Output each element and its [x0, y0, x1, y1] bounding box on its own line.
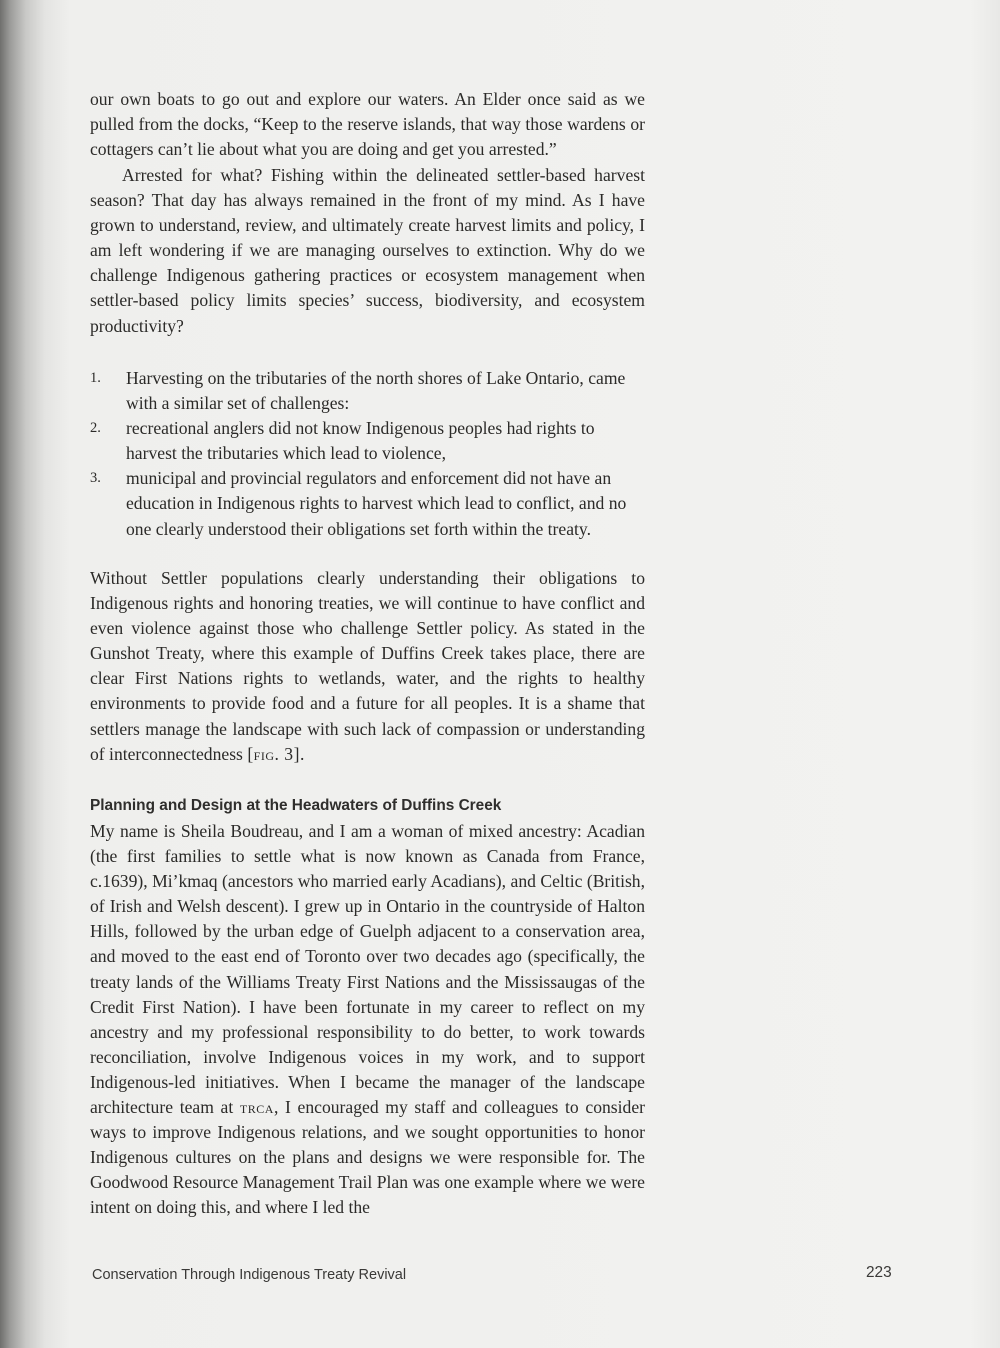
paragraph-text: .: [299, 743, 305, 764]
list-item-text: Harvesting on the tributaries of the north shores of Lake Ontario, came with a similar set of challenges:: [126, 368, 626, 414]
list-item-text: recreational anglers did not know Indigenous peoples had rights to harvest the tributaries which lead to violence,: [126, 418, 595, 464]
list-item-number: 1.: [90, 370, 101, 386]
paragraph-text: Without Settler populations clearly understanding their obligations to Indigenous rights and honoring treaties, we will continue to have conflict and even violence against those who challenge Settler policy. As stated in the Gunshot Treaty, where this example of Duffins Creek takes place, there are clear First Nations rights to wetlands, water, and the rights to healthy environments to provide food and a future for all peoples. It is a shame that settlers manage the landscape with such lack of compassion or understanding of interconnectedness: [90, 568, 645, 764]
figure-reference: [fig. 3]: [247, 743, 300, 764]
running-footer-title: Conservation Through Indigenous Treaty Revival: [92, 1267, 407, 1283]
list-item: [90, 466, 645, 541]
paragraph-text: , I encouraged my staff and colleagues to consider ways to improve Indigenous relations, and we sought opportunities to honor Indigenous cultures on the plans and designs we were responsible for. The Goodwood Resource Management Trail Plan was one example where we were intent on doing this, and where I led the: [90, 1097, 645, 1218]
trca-abbreviation: trca: [239, 1097, 274, 1118]
page-edge-shadow: [970, 0, 1000, 1348]
numbered-list: [90, 366, 645, 542]
paragraph-author-intro: [90, 819, 645, 1221]
page-number: 223: [866, 1264, 892, 1281]
list-item-text: municipal and provincial regulators and enforcement did not have an education in Indigenous rights to harvest which lead to conflict, and no one clearly understood their obligations set forth within the treaty.: [126, 468, 627, 539]
section-heading: Planning and Design at the Headwaters of Duffins Creek: [90, 797, 502, 814]
list-item: [90, 416, 645, 466]
paragraph-without-settler: [90, 566, 645, 767]
list-item-number: 3.: [90, 470, 101, 487]
paragraph-intro-continuation: our own boats to go out and explore our waters. An Elder once said as we pulled from the docks, “Keep to the reserve islands, that way those wardens or cottagers can’t lie about what you are doing and get you arrested.”: [90, 89, 645, 160]
list-item-number: 2.: [90, 420, 101, 437]
paragraph-arrested: Arrested for what? Fishing within the delineated settler-based harvest season? That day has always remained in the front of my mind. As I have grown to understand, review, and ultimately create harvest limits and policy, I am left wondering if we are managing ourselves to extinction. Why do we challenge Indigenous gathering practices or ecosystem management when settler-based policy limits species’ success, biodiversity, and ecosystem productivity?: [90, 165, 645, 336]
paragraph-text: My name is Sheila Boudreau, and I am a woman of mixed ancestry: Acadian (the first families to settle what is now known as Canada from France, c.1639), Mi’kmaq (ancestors who married early Acadians), and Celtic (British, of Irish and Welsh descent). I grew up in Ontario in the countryside of Halton Hills, followed by the urban edge of Guelph adjacent to a conservation area, and moved to the east end of Toronto over two decades ago (specifically, the treaty lands of the Williams Treaty First Nations and the Mississaugas of the Credit First Nation). I have been fortunate in my career to reflect on my ancestry and my professional responsibility to do better, to work towards reconciliation, involve Indigenous voices in my work, and to support Indigenous-led initiatives. When I became the manager of the landscape architecture team at: [90, 821, 645, 1118]
list-item: [90, 366, 645, 416]
